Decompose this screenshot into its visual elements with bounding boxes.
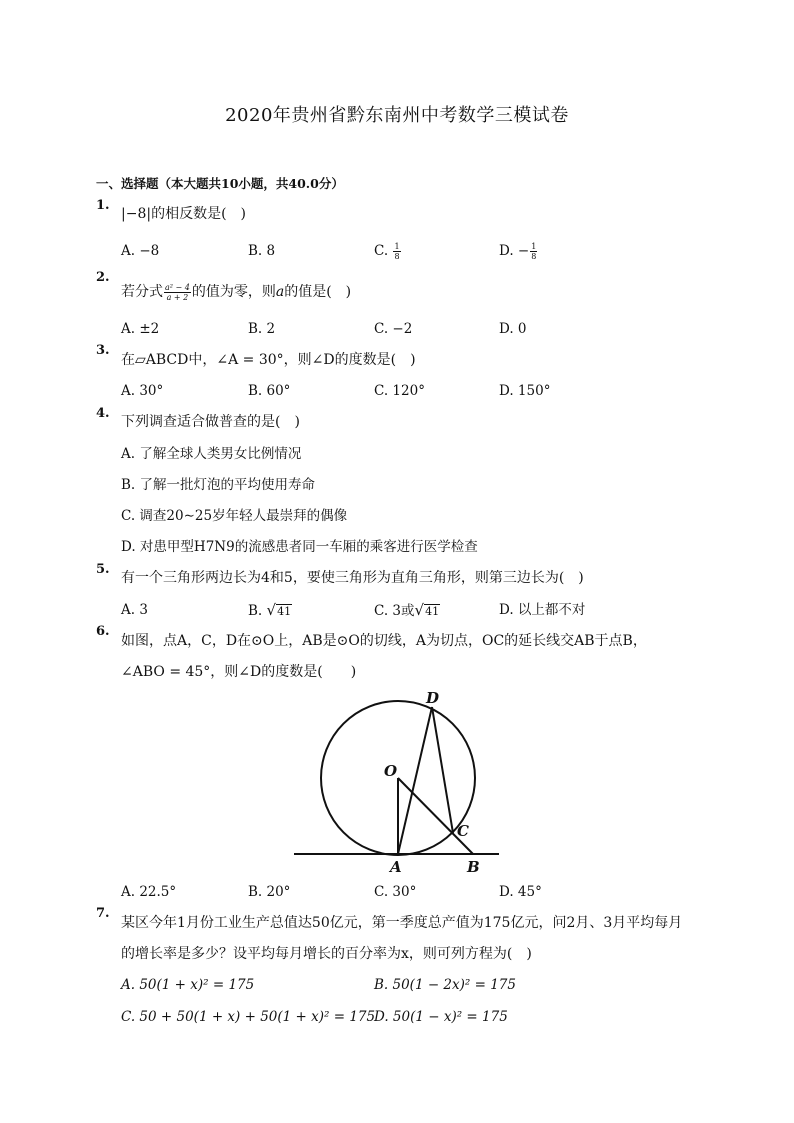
label-d: D [426,689,440,707]
question-number: 2. [96,270,110,285]
radicand: 41 [277,605,292,618]
option-d: D. 对患甲型H7N9的流感患者同一车厢的乘客进行医学检查 [121,539,478,555]
fraction-numerator: 1 [531,242,537,251]
option-a: A. ±2 [121,321,160,337]
option-a: A. 50(1 + x)² = 175 [121,977,255,993]
fraction-denominator: 8 [394,252,400,261]
label-b: B [467,858,480,874]
stem-text: 的值是( ) [284,284,352,300]
question-number: 6. [96,624,110,639]
option-b: B. 8 [248,243,276,259]
square-root [415,600,441,622]
fraction-denominator: 8 [531,252,537,261]
option-d: D. 以上都不对 [499,602,586,618]
question-stem [121,282,351,302]
question-number: 3. [96,343,110,358]
fraction-numerator: 1 [394,242,400,251]
question-stem-line2: ∠ABO = 45°，则∠D的度数是( ) [121,664,357,680]
segment-ad [398,707,432,854]
option-a: A. 3 [121,602,148,618]
section-heading: 一、选择题（本大题共10小题，共40.0分） [96,176,344,191]
option-b [248,600,292,622]
stem-text: 若分式 [121,284,163,300]
question-number: 4. [96,406,110,421]
option-d: D. 150° [499,383,551,399]
question-stem-line1: 某区今年1月份工业生产总值达50亿元，第一季度总产值为175亿元，问2月、3月平均每月 [121,915,683,931]
question-stem: 有一个三角形两边长为4和5，要使三角形为直角三角形，则第三边长为( ) [121,570,584,586]
segment-dc [432,707,453,833]
square-root [267,600,293,622]
option-d [499,241,538,261]
option-c [374,600,440,622]
option-c: C. 调查20∼25岁年轻人最崇拜的偶像 [121,508,348,524]
label-o: O [384,762,398,780]
fraction [164,283,191,302]
option-d: D. 45° [499,884,542,900]
option-a: A. −8 [121,243,160,259]
option-c-label: C. 3或 [374,603,415,619]
radicand: 41 [425,605,440,618]
segment-ob [398,778,473,854]
option-b: B. 了解一批灯泡的平均使用寿命 [121,477,316,493]
option-a: A. 30° [121,383,164,399]
radical-sign: √ [414,601,425,619]
question-number: 5. [96,562,110,577]
label-c: C [457,822,469,840]
question-stem: 下列调查适合做普查的是( ) [121,414,300,430]
page-title: 2020年贵州省黔东南州中考数学三模试卷 [225,105,569,126]
option-b: B. 2 [248,321,276,337]
option-b-label: B. [248,603,263,619]
option-d-label: D. − [499,243,530,259]
option-a: A. 22.5° [121,884,177,900]
option-c: C. 120° [374,383,425,399]
circle-geometry-figure [294,688,504,874]
option-c: C. 30° [374,884,417,900]
option-b: B. 50(1 − 2x)² = 175 [374,977,516,993]
question-stem-line2: 的增长率是多少？设平均每月增长的百分率为x，则可列方程为( ) [121,946,532,962]
variable: a [275,284,285,300]
option-c [374,241,402,261]
option-c-label: C. [374,243,389,259]
option-b: B. 60° [248,383,291,399]
fraction-denominator: a + 2 [166,292,189,302]
option-c: C. 50 + 50(1 + x) + 50(1 + x)² = 175 [121,1009,376,1025]
question-stem: |−8|的相反数是( ) [121,206,246,222]
option-a: A. 了解全球人类男女比例情况 [121,446,302,462]
question-number: 7. [96,906,110,921]
fraction [393,242,400,261]
option-b: B. 20° [248,884,291,900]
radical-sign: √ [266,601,277,619]
fraction-numerator: a² − 4 [165,282,190,292]
fraction [530,242,537,261]
option-c: C. −2 [374,321,413,337]
label-a: A [390,858,402,874]
question-stem-line1: 如图，点A，C，D在⊙O上，AB是⊙O的切线，A为切点，OC的延长线交AB于点B， [121,633,647,649]
question-stem: 在▱ABCD中，∠A = 30°，则∠D的度数是( ) [121,352,416,368]
option-d: D. 0 [499,321,527,337]
stem-text: 的值为零，则 [191,284,276,300]
question-number: 1. [96,198,110,213]
option-d: D. 50(1 − x)² = 175 [374,1009,508,1025]
